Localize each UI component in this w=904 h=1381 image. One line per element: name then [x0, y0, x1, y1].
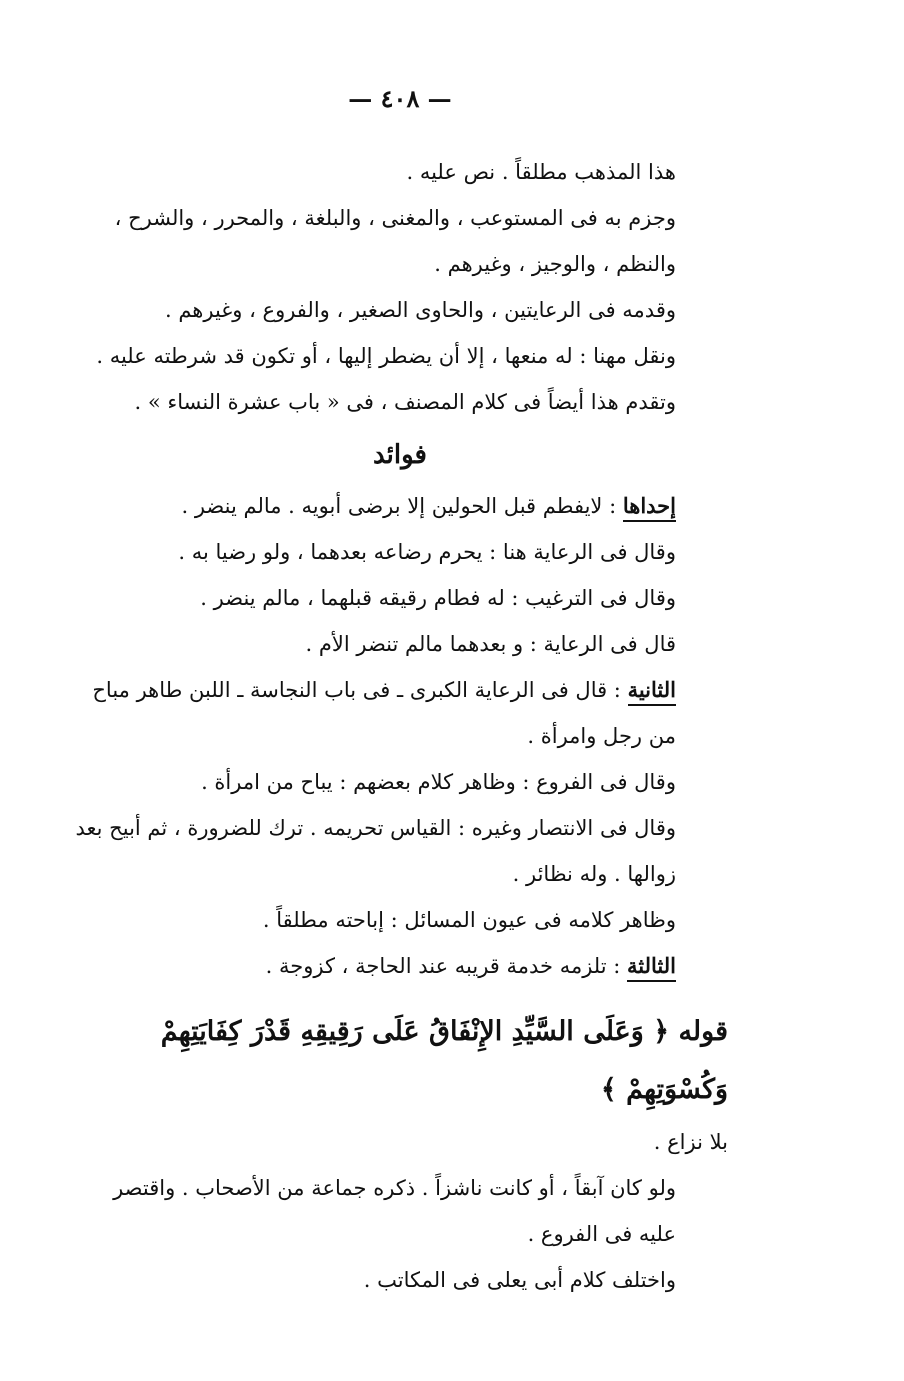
paragraph: هذا المذهب مطلقاً . نص عليه .	[406, 160, 676, 184]
paragraph-text: : تلزمه خدمة قريبه عند الحاجة ، كزوجة .	[265, 954, 621, 978]
paragraph: وظاهر كلامه فى عيون المسائل : إباحته مطلقاً .	[262, 908, 676, 932]
paragraph: وقال فى الترغيب : له فطام رقيقه قبلهما ، مالم ينضر .	[200, 586, 676, 610]
quote-text: ﴿ وَعَلَى السَّيِّدِ الإِنْفَاقُ عَلَى رَقِيقِهِ قَدْرَ كِفَايَتِهِمْ وَكُسْوَتِهِمْ ﴾	[160, 1016, 728, 1105]
paragraph: واختلف كلام أبى يعلى فى المكاتب .	[363, 1268, 676, 1292]
paragraph: ونقل مهنا : له منعها ، إلا أن يضطر إليها ، أو تكون قد شرطته عليه .	[96, 344, 676, 368]
paragraph-text: : لايفطم قبل الحولين إلا برضى أبويه . مالم ينضر .	[181, 494, 617, 518]
qawluh-label: قوله	[678, 1016, 728, 1047]
paragraph: وتقدم هذا أيضاً فى كلام المصنف ، فى « باب عشرة النساء » .	[134, 390, 676, 414]
quoted-text	[72, 1003, 728, 1119]
paragraph: وقال فى الفروع : وظاهر كلام بعضهم : يباح من امرأة .	[201, 770, 676, 794]
paragraph: وقدمه فى الرعايتين ، والحاوى الصغير ، والفروع ، وغيرهم .	[164, 298, 676, 322]
paragraph-text: : قال فى الرعاية الكبرى ـ فى باب النجاسة ـ اللبن طاهر مباح من رجل وامرأة .	[92, 678, 676, 748]
page-number: — ٤٠٨ —	[348, 84, 452, 113]
paragraph: قال فى الرعاية : و بعدهما مالم تنضر الأم .	[305, 632, 676, 656]
second-label: الثانية	[628, 677, 676, 706]
paragraph: بلا نزاع .	[653, 1130, 728, 1154]
first-label: إحداها	[623, 493, 676, 522]
page-content	[72, 84, 728, 1303]
paragraph: ولو كان آبقاً ، أو كانت ناشزاً . ذكره جماعة من الأصحاب . واقتصر عليه فى الفروع .	[113, 1176, 676, 1246]
paragraph: وقال فى الانتصار وغيره : القياس تحريمه . ترك للضرورة ، ثم أبيح بعد زوالها . وله نظائر .	[75, 816, 676, 886]
paragraph	[72, 483, 728, 529]
paragraph	[72, 667, 728, 759]
section-heading: فوائد	[373, 440, 427, 470]
third-label: الثالثة	[627, 953, 676, 982]
paragraph	[72, 943, 728, 989]
paragraph: وقال فى الرعاية هنا : يحرم رضاعه بعدهما ، ولو رضيا به .	[178, 540, 676, 564]
paragraph: وجزم به فى المستوعب ، والمغنى ، والبلغة ، والمحرر ، والشرح ، والنظم ، والوجيز ، وغيرهم .	[114, 206, 676, 276]
